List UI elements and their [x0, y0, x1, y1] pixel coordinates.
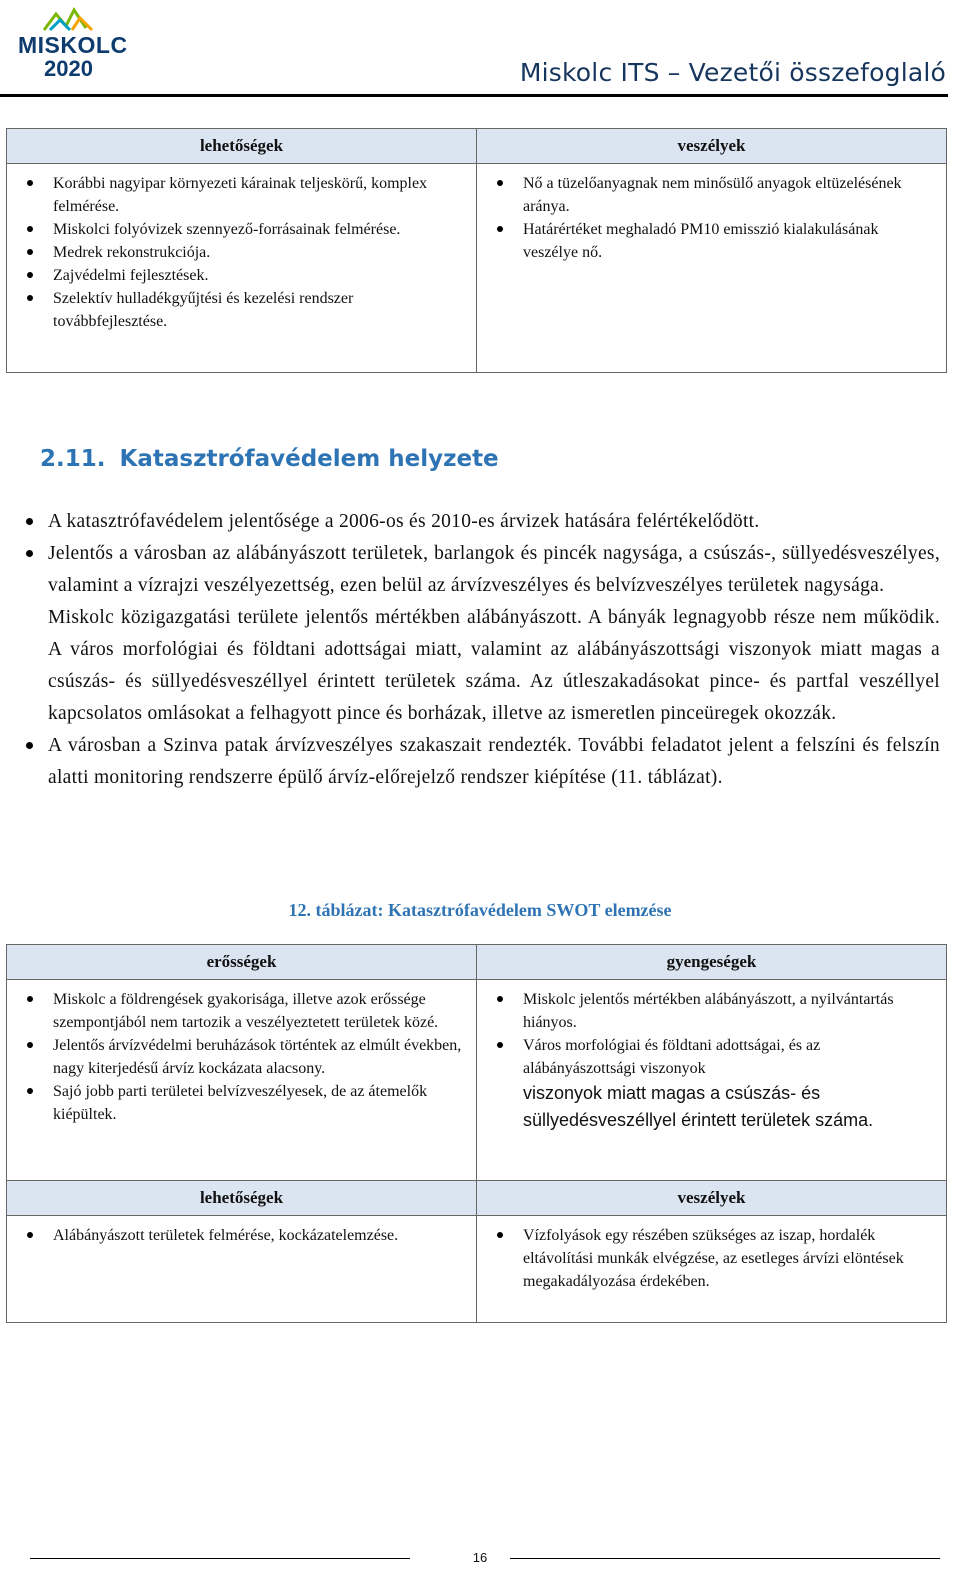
- swot-table-bottom: [6, 944, 947, 1323]
- weaknesses-list: [477, 980, 946, 1142]
- body-bullet: [16, 730, 940, 794]
- body-bullet: [16, 538, 940, 730]
- threats-header: veszélyek: [477, 1181, 947, 1216]
- threats-list: [477, 1216, 946, 1301]
- threats-header: veszélyek: [477, 129, 947, 164]
- body-bullet: [16, 506, 940, 538]
- list-item: Zajvédelmi fejlesztések.: [17, 264, 466, 287]
- list-item: Miskolc jelentős mértékben alábányászott, a nyilvántartás hiányos.: [487, 988, 936, 1034]
- section-heading: [40, 446, 499, 472]
- footer-rule-right: [510, 1558, 940, 1559]
- list-item: Sajó jobb parti területei belvízveszélyesek, de az átemelők kiépültek.: [17, 1080, 466, 1126]
- body-paragraph: Miskolc közigazgatási területe jelentős mértékben alábányászott. A bányák legnagyobb része nem működik. A város morfológiai és földtani adottságai miatt, valamint az alábányászottsági viszonyok miatt magas a csúszás- és süllyedésveszéllyel érintett területek száma. Az útleszakadásokat pince- és partfal veszéllyel kapcsolatos omlásokat a felhagyott pince és borházak, illetve az ismeretlen pinceüregek okozzák.: [48, 607, 940, 724]
- swot-table-top: [6, 128, 947, 373]
- body-paragraph: A városban a Szinva patak árvízveszélyes szakaszait rendezték. További feladatot jelent a felszíni és felszín alatti monitoring rendszerre épülő árvíz-előrejelző rendszer kiépítése (11. táblázat).: [48, 735, 940, 788]
- list-item: Vízfolyások egy részében szükséges az iszap, hordalék eltávolítási munkák elvégzése, az esetleges árvízi elöntések megakadályozása érdekében.: [487, 1224, 936, 1293]
- list-item: Korábbi nagyipar környezeti kárainak teljeskörű, komplex felmérése.: [17, 172, 466, 218]
- list-item: Határértéket meghaladó PM10 emisszió kialakulásának veszélye nő.: [487, 218, 936, 264]
- body-bullet-list: [16, 506, 940, 794]
- list-item: Alábányászott területek felmérése, kockázatelemzése.: [17, 1224, 466, 1247]
- list-item: Jelentős árvízvédelmi beruházások történtek az elmúlt években, nagy kiterjedésű árvíz kockázata alacsony.: [17, 1034, 466, 1080]
- opportunities-list: [7, 164, 476, 341]
- miskolc-2020-logo: [14, 6, 128, 81]
- logo-text-top: MISKOLC: [18, 32, 128, 58]
- weaknesses-header: gyengeségek: [477, 945, 947, 980]
- header-divider: [0, 94, 948, 97]
- body-paragraph: A katasztrófavédelem jelentősége a 2006-os és 2010-es árvizek hatására felértékelődött.: [48, 511, 760, 532]
- list-item: Szelektív hulladékgyűjtési és kezelési rendszer továbbfejlesztése.: [17, 287, 466, 333]
- page-number: 16: [472, 1550, 488, 1565]
- opportunities-list: [7, 1216, 476, 1255]
- strengths-header: erősségek: [7, 945, 477, 980]
- list-item: Medrek rekonstrukciója.: [17, 241, 466, 264]
- document-title: Miskolc ITS – Vezetői összefoglaló: [519, 58, 946, 87]
- body-paragraph: Jelentős a városban az alábányászott területek, barlangok és pincék nagysága, a csúszás-, süllyedésveszélyes, valamint a vízrajzi veszélyezettség, ezen belül az árvízveszélyes és belvízveszélyes területek nagysága.: [48, 543, 940, 596]
- list-item: Miskolci folyóvizek szennyező-forrásainak felmérése.: [17, 218, 466, 241]
- opportunities-header: lehetőségek: [7, 129, 477, 164]
- threats-list: [477, 164, 946, 272]
- list-item: Miskolc a földrengések gyakorisága, illetve azok erőssége szempontjából nem tartozik a veszélyeztetett területek közé.: [17, 988, 466, 1034]
- table-caption: 12. táblázat: Katasztrófavédelem SWOT elemzése: [288, 900, 672, 920]
- logo-text-bottom: 2020: [44, 56, 93, 81]
- list-item: Város morfológiai és földtani adottságai, és az alábányászottsági viszonyok: [487, 1034, 936, 1080]
- section-title: Katasztrófavédelem helyzete: [119, 446, 499, 472]
- page-header: [0, 0, 960, 100]
- list-item: Nő a tüzelőanyagnak nem minősülő anyagok eltüzelésének aránya.: [487, 172, 936, 218]
- strengths-list: [7, 980, 476, 1134]
- opportunities-header: lehetőségek: [7, 1181, 477, 1216]
- list-item: viszonyok miatt magas a csúszás- és süllyedésveszéllyel érintett területek száma.: [523, 1083, 874, 1130]
- section-number: 2.11.: [40, 446, 106, 472]
